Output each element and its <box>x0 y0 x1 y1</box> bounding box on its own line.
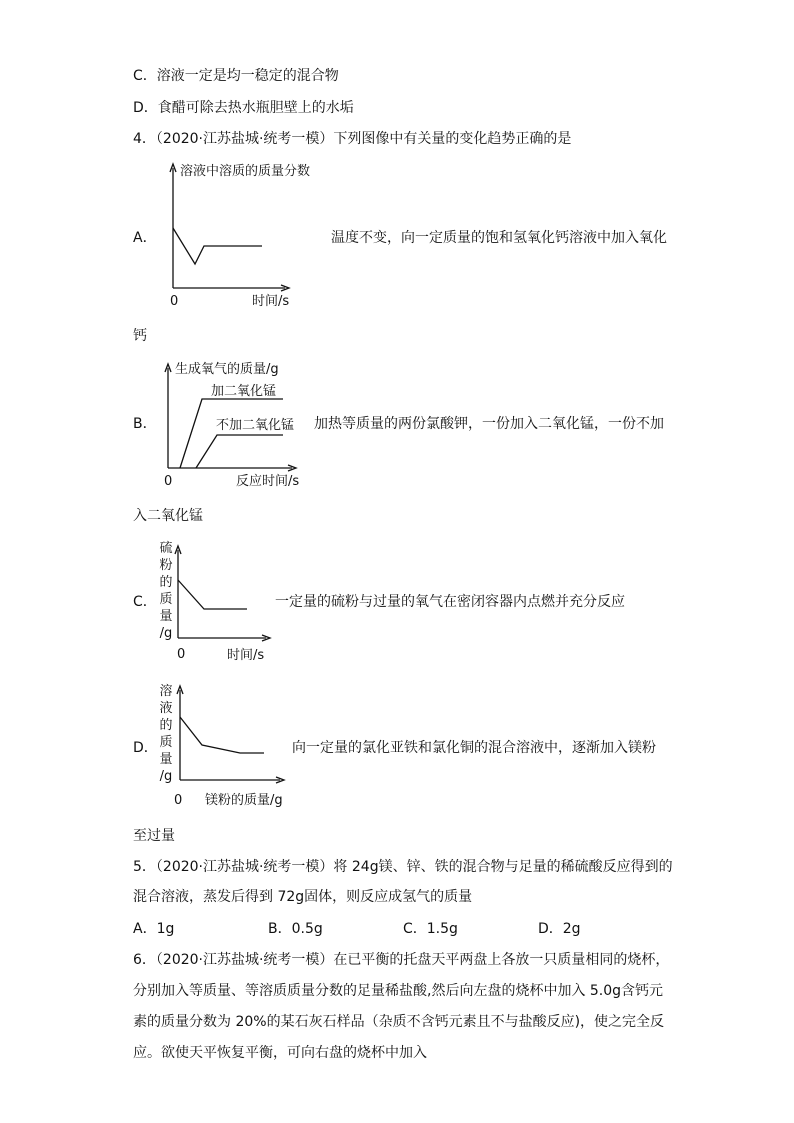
graph-d-y-label-char: 液 <box>159 701 173 716</box>
graph-d-y-label-char: 质 <box>159 735 173 750</box>
graph-a-x-label: 时间/s <box>252 294 290 309</box>
graph-c-y-label-char: 的 <box>159 575 173 590</box>
question-5-line-2: 混合溶液，蒸发后得到 72g固体，则反应成氢气的质量 <box>133 889 473 905</box>
graph-c-y-label-char: /g <box>159 626 173 641</box>
graph-b-curve-label-without-catalyst: 不加二氧化锰 <box>216 418 295 433</box>
graph-d-y-label-char: 的 <box>159 718 173 733</box>
question-6-line-2: 分别加入等质量、等溶质质量分数的足量稀盐酸,然后向左盘的烧杯中加入 5.0g含钙元 <box>133 983 664 999</box>
graph-c-y-label-char: 量 <box>159 609 173 624</box>
graph-b-description-cont-text: 入二氧化锰 <box>133 508 203 524</box>
graph-b-x-label: 反应时间/s <box>236 474 300 489</box>
graph-d-option-label: D． <box>133 740 158 756</box>
graph-d-y-label-char: /g <box>159 769 173 784</box>
graph-d-description-cont: 至过量 <box>133 828 175 844</box>
graph-d-y-label-char: 量 <box>159 752 173 767</box>
graph-d-x-label: 镁粉的质量/g <box>205 793 283 808</box>
graph-a-description: 温度不变，向一定质量的饱和氢氧化钙溶液中加入氧化 <box>331 230 667 246</box>
graph-c-origin: 0 <box>177 647 186 662</box>
graph-b-y-label: 生成氧气的质量/g <box>175 362 279 377</box>
graph-b-description: 加热等质量的两份氯酸钾，一份加入二氧化锰，一份不加 <box>314 416 664 432</box>
question-5-option-c: C．1.5g <box>403 921 458 937</box>
option-d-line: D．食醋可除去热水瓶胆壁上的水垢 <box>133 100 354 116</box>
graph-c <box>170 540 280 650</box>
graph-c-curve <box>178 580 247 609</box>
question-6-line-3: 素的质量分数为 20%的某石灰石样品（杂质不含钙元素且不与盐酸反应)，使之完全反 <box>133 1014 665 1030</box>
graph-d <box>172 680 292 790</box>
graph-a-curve <box>173 228 262 264</box>
graph-c-x-label: 时间/s <box>227 648 265 663</box>
graph-a-option-label: A． <box>133 230 157 246</box>
graph-a-y-label: 溶液中溶质的质量分数 <box>180 164 311 179</box>
graph-b-curve-without-catalyst <box>196 435 283 468</box>
option-c-line: C．溶液一定是均一稳定的混合物 <box>133 68 339 84</box>
graph-b-curve-label-with-catalyst: 加二氧化锰 <box>211 384 277 399</box>
question-5-option-b: B．0.5g <box>268 921 323 937</box>
question-6-line-4: 应。欲使天平恢复平衡，可向右盘的烧杯中加入 <box>133 1045 427 1061</box>
graph-d-description: 向一定量的氯化亚铁和氯化铜的混合溶液中，逐渐加入镁粉 <box>292 740 656 756</box>
graph-a-origin: 0 <box>170 294 179 309</box>
question-4-stem: 4．（2020·江苏盐城·统考一模）下列图像中有关量的变化趋势正确的是 <box>133 131 572 147</box>
graph-a-description-cont: 钙 <box>133 328 147 344</box>
graph-b-origin: 0 <box>164 474 173 489</box>
graph-c-description: 一定量的硫粉与过量的氧气在密闭容器内点燃并充分反应 <box>275 594 625 610</box>
question-5-option-d: D．2g <box>538 921 581 937</box>
graph-b-option-label: B． <box>133 416 157 432</box>
graph-d-curve <box>180 717 264 753</box>
graph-d-y-label-char: 溶 <box>159 684 173 699</box>
graph-c-y-label-char: 粉 <box>159 558 173 573</box>
question-5-option-a: A．1g <box>133 921 175 937</box>
question-5-line-1: 5．（2020·江苏盐城·统考一模）将 24g镁、锌、铁的混合物与足量的稀硫酸反应得到的 <box>133 859 673 875</box>
graph-d-origin: 0 <box>174 793 183 808</box>
graph-c-y-label-char: 质 <box>159 592 173 607</box>
question-6-line-1: 6．（2020·江苏盐城·统考一模）在已平衡的托盘天平两盘上各放一只质量相同的烧杯， <box>133 952 670 968</box>
graph-c-option-label: C． <box>133 594 157 610</box>
graph-c-y-label-char: 硫 <box>159 541 173 556</box>
